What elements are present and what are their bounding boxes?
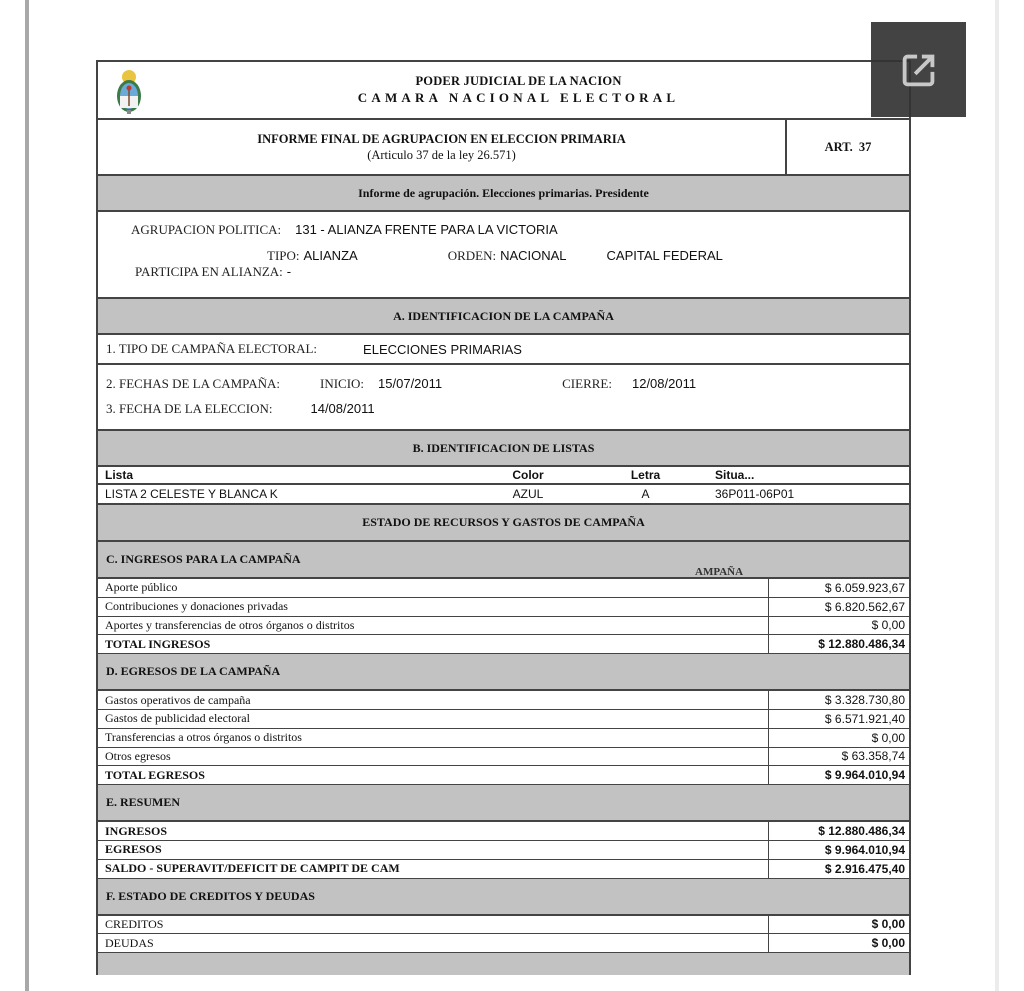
col-letra: Letra: [630, 468, 661, 482]
resumen-value: $ 2.916.475,40: [824, 861, 905, 876]
document-header: [98, 62, 909, 120]
agrupacion-block: [98, 212, 909, 299]
credito-value: $ 0,00: [871, 917, 905, 932]
egreso-label: Otros egresos: [98, 748, 769, 766]
tipo-label: TIPO:: [267, 248, 300, 263]
total-ingresos-value: $ 12.880.486,34: [818, 637, 905, 652]
egreso-label: Gastos de publicidad electoral: [98, 710, 769, 728]
table-row: [98, 710, 909, 729]
section-b-title: B. IDENTIFICACION DE LISTAS: [98, 431, 909, 467]
table-row: [98, 916, 909, 935]
table-row: [98, 934, 909, 953]
cell-situacion: 36P011-06P01: [715, 487, 795, 501]
ingreso-value: $ 6.059.923,67: [824, 580, 905, 595]
table-row: [98, 485, 909, 505]
egreso-value: $ 6.571.921,40: [824, 711, 905, 726]
total-egresos-label: TOTAL EGRESOS: [98, 766, 769, 784]
table-row: [98, 822, 909, 841]
egreso-value: $ 0,00: [871, 730, 905, 745]
agrupacion-value: 131 - ALIANZA FRENTE PARA LA VICTORIA: [295, 222, 558, 237]
distrito-value: CAPITAL FEDERAL: [606, 248, 723, 263]
coat-of-arms-icon: [114, 68, 144, 116]
resumen-label: EGRESOS: [98, 841, 769, 859]
orden-label: ORDEN:: [447, 248, 497, 263]
section-e-title: E. RESUMEN: [106, 795, 181, 810]
section-e-band: [98, 785, 909, 822]
report-title-row: [98, 120, 909, 176]
cierre-label: CIERRE:: [562, 376, 612, 391]
deuda-value: $ 0,00: [871, 936, 905, 951]
egreso-value: $ 3.328.730,80: [824, 693, 905, 708]
table-row: [98, 598, 909, 617]
total-ingresos-label: TOTAL INGRESOS: [98, 635, 769, 653]
resumen-value: $ 9.964.010,94: [824, 842, 905, 857]
table-row: [98, 617, 909, 636]
inicio-label: INICIO:: [319, 376, 365, 391]
viewer-left-border: [25, 0, 29, 991]
ingreso-value: $ 0,00: [871, 618, 905, 633]
table-row: [98, 579, 909, 598]
col-lista: Lista: [105, 468, 134, 482]
tipo-campana-label: 1. TIPO DE CAMPAÑA ELECTORAL:: [106, 341, 318, 356]
section-d-band: [98, 654, 909, 691]
cell-lista: LISTA 2 CELESTE Y BLANCA K: [105, 487, 278, 501]
credito-label: CREDITOS: [98, 916, 769, 934]
cierre-value: 12/08/2011: [631, 376, 697, 391]
orden-value: NACIONAL: [500, 248, 567, 263]
section-f-title: F. ESTADO DE CREDITOS Y DEUDAS: [106, 888, 315, 903]
col-situacion: Situa...: [715, 468, 755, 482]
total-row: [98, 635, 909, 654]
section-f-band: [98, 879, 909, 916]
report-type-band: Informe de agrupación. Elecciones primarias. Presidente: [98, 176, 909, 212]
egreso-value: $ 63.358,74: [841, 749, 905, 764]
table-row: [98, 748, 909, 767]
egreso-label: Gastos operativos de campaña: [98, 691, 769, 709]
report-title: [98, 120, 787, 174]
header-line-2: CAMARA NACIONAL ELECTORAL: [357, 90, 680, 105]
section-a-title: A. IDENTIFICACION DE LA CAMPAÑA: [98, 299, 909, 335]
ingreso-label: Aporte público: [98, 579, 769, 597]
document-page: [96, 60, 911, 975]
section-d-title: D. EGRESOS DE LA CAMPAÑA: [106, 664, 281, 679]
agrupacion-label: AGRUPACION POLITICA:: [131, 222, 282, 237]
participa-value: -: [286, 264, 292, 279]
total-egresos-value: $ 9.964.010,94: [824, 768, 905, 783]
resumen-label: INGRESOS: [98, 822, 769, 840]
ingreso-value: $ 6.820.562,67: [824, 599, 905, 614]
section-c-ghost-text: AMPAÑA: [695, 566, 744, 578]
viewer-scrollbar-track[interactable]: [995, 0, 999, 991]
section-c-title: C. INGRESOS PARA LA CAMPAÑA: [106, 552, 301, 566]
resumen-value: $ 12.880.486,34: [818, 824, 905, 839]
report-title-main: INFORME FINAL DE AGRUPACION EN ELECCION PRIMARIA: [257, 131, 626, 146]
estado-band: ESTADO DE RECURSOS Y GASTOS DE CAMPAÑA: [98, 505, 909, 542]
egreso-label: Transferencias a otros órganos o distritos: [98, 729, 769, 747]
deuda-label: DEUDAS: [98, 934, 769, 952]
tipo-value: ALIANZA: [303, 248, 358, 263]
total-row: [98, 766, 909, 785]
table-row: [98, 729, 909, 748]
fechas-label: 2. FECHAS DE LA CAMPAÑA:: [106, 376, 280, 391]
table-row: [98, 691, 909, 710]
ingreso-label: Contribuciones y donaciones privadas: [98, 598, 769, 616]
section-c-band: [98, 542, 909, 579]
inicio-value: 15/07/2011: [378, 376, 443, 391]
article-badge: ART. 37: [824, 139, 872, 154]
eleccion-value: 14/08/2011: [310, 401, 375, 416]
participa-label: PARTICIPA EN ALIANZA:: [135, 264, 283, 279]
eleccion-label: 3. FECHA DE LA ELECCION:: [106, 401, 273, 416]
header-text: [98, 74, 909, 106]
table-row: [98, 841, 909, 860]
fechas-block: [98, 365, 909, 431]
resumen-label: SALDO - SUPERAVIT/DEFICIT DE CAMPIT DE CAM: [98, 860, 769, 878]
tipo-campana-row: [98, 335, 909, 365]
open-in-new-icon: [896, 47, 942, 93]
header-line-1: PODER JUDICIAL DE LA NACION: [415, 74, 622, 88]
open-in-new-button[interactable]: [871, 22, 966, 117]
lists-table-header: [98, 467, 909, 485]
next-section-band: [98, 953, 909, 975]
ingreso-label: Aportes y transferencias de otros órganos o distritos: [98, 617, 769, 635]
table-row: [98, 860, 909, 879]
cell-color: AZUL: [512, 487, 544, 501]
cell-letra: A: [641, 487, 650, 501]
col-color: Color: [512, 468, 544, 482]
report-title-sub: (Articulo 37 de la ley 26.571): [367, 147, 516, 162]
tipo-campana-value: ELECCIONES PRIMARIAS: [363, 341, 522, 357]
